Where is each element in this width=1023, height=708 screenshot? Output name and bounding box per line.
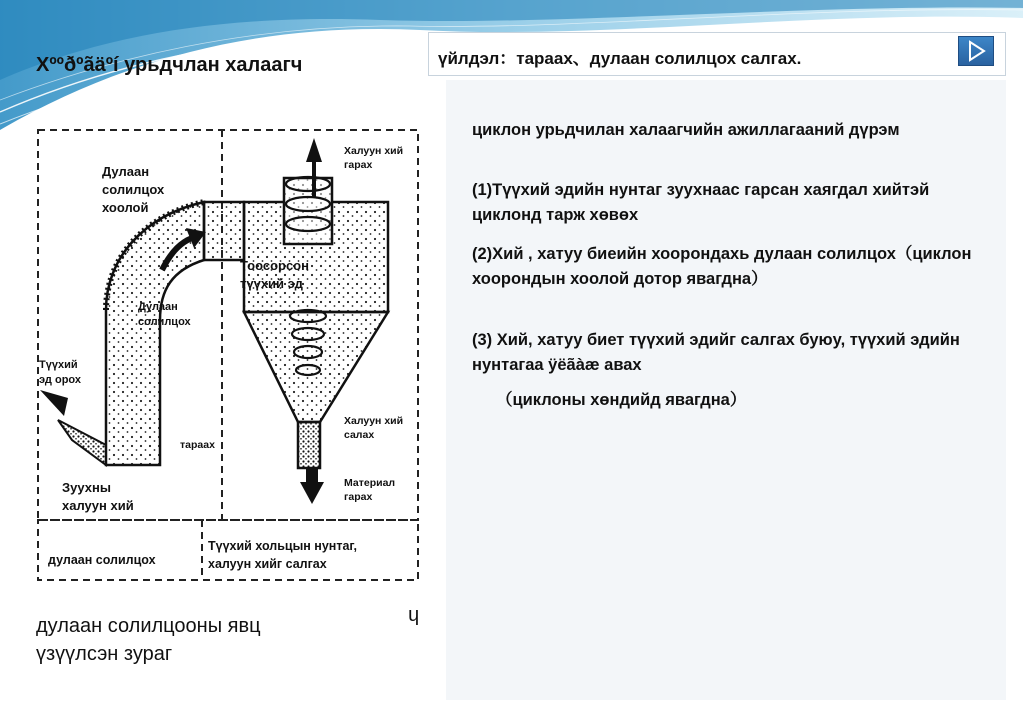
- label-bottom-right-2: халуун хийг салгах: [208, 557, 327, 571]
- function-summary: үйлдэл：тараах、дулаан солилцох салгах.: [438, 49, 802, 68]
- label-material-out: Материал: [344, 477, 396, 489]
- label-dust: Тоосорсон: [240, 258, 309, 273]
- label-hot-gas-out: Халуун хий: [344, 145, 404, 157]
- material-out-arrow: [300, 468, 324, 504]
- label-dust-2: түүхий эд: [240, 276, 303, 291]
- label-exchange-pipe-2: солилцох: [102, 182, 165, 197]
- rule-step-3: (3) Хий, хатуу биет түүхий эдийг салгах буюу, түүхий эдийн нунтагаа ÿëãàæ авах: [472, 331, 960, 374]
- label-exchange-pipe: Дулаан: [102, 164, 150, 179]
- rule-title: циклон урьдчилан халаагчийн ажиллагааний дүрэм: [472, 121, 900, 139]
- label-exchange: Дулаан: [138, 301, 178, 313]
- label-exchange-pipe-3: хоолой: [102, 200, 149, 215]
- cyclone-preheater-diagram: [22, 120, 432, 600]
- label-raw-in-2: эд орох: [39, 374, 81, 386]
- label-hot-gas-sep: Халуун хий: [344, 415, 404, 427]
- label-kiln-gas: Зуухны: [62, 480, 111, 495]
- label-bottom-right: Түүхий хольцын нунтаг,: [208, 539, 358, 553]
- label-raw-in: Түүхий: [39, 359, 78, 371]
- rule-step-1: (1)Түүхий эдийн нунтаг зуухнаас гарсан хаягдал хийтэй циклонд тарж хөвөх: [472, 181, 930, 224]
- label-disperse: тараах: [180, 439, 215, 451]
- label-hot-gas-out-2: гарах: [344, 159, 373, 171]
- slide-title: Хººðºãäºí урьдчлан халаагч: [36, 54, 303, 76]
- feed-inlet: [40, 390, 106, 465]
- label-bottom-left: дулаан солилцох: [48, 553, 156, 567]
- heat-exchange-pipe: [106, 202, 244, 465]
- label-exchange-2: солилцох: [138, 316, 191, 328]
- rule-step-2: (2)Хий , хатуу биеийн хоорондахь дулаан солилцох（циклон хоорондын хоолой дотор явагдна）: [472, 245, 972, 288]
- play-arrow-icon: [959, 37, 993, 65]
- label-hot-gas-sep-2: салах: [344, 429, 375, 441]
- rule-step-3-note: （циклоны хөндийд явагдна）: [496, 391, 747, 409]
- diagram-caption: дулаан солилцооны явц үзүүлсэн зураг: [36, 615, 261, 665]
- stray-mark: ɥ: [408, 604, 420, 626]
- label-kiln-gas-2: халуун хий: [62, 498, 134, 513]
- label-material-out-2: гарах: [344, 491, 373, 503]
- next-slide-button[interactable]: [958, 36, 994, 66]
